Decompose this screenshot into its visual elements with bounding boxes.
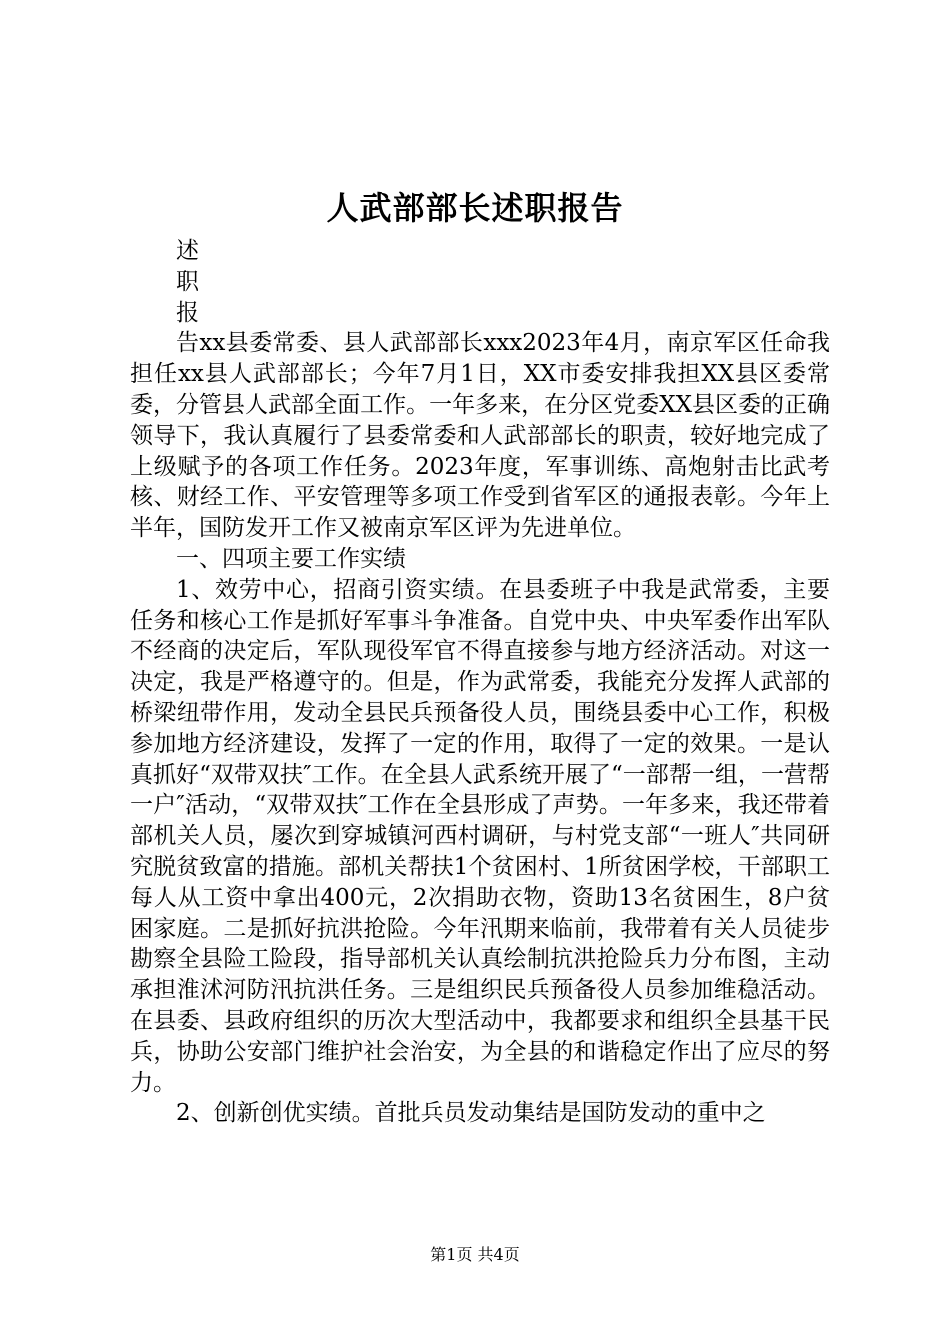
paragraph-item-1: 1、效劳中心，招商引资实绩。在县委班子中我是武常委，主要任务和核心工作是抓好军事斗争准备。自党中央、中央军委作出军队不经商的决定后，军队现役军官不得直接参与地方经济活动。对这一决定，我是严格遵守的。但是，作为武常委，我能充分发挥人武部的桥梁纽带作用，发动全县民兵预备役人员，围绕县委中心工作，积极参加地方经济建设，发挥了一定的作用，取得了一定的效果。一是认真抓好“双带双扶″工作。在全县人武系统开展了“一部帮一组，一营帮一户″活动，“双带双扶″工作在全县形成了声势。一年多来，我还带着部机关人员，屡次到穿城镇河西村调研，与村党支部“一班人″共同研究脱贫致富的措施。部机关帮扶1个贫困村、1所贫困学校，干部职工每人从工资中拿出400元，2次捐助衣物，资助13名贫困生，8户贫困家庭。二是抓好抗洪抢险。今年汛期来临前，我带着有关人员徒步勘察全县险工险段，指导部机关认真绘制抗洪抢险兵力分布图，主动承担淮沭河防汛抗洪任务。三是组织民兵预备役人员参加维稳活动。在县委、县政府组织的历次大型活动中，我都要求和组织全县基干民兵，协助公安部门维护社会治安，为全县的和谐稳定作出了应尽的努力。 [130, 576, 830, 1096]
page-footer: 第1页 共4页 [430, 1245, 520, 1264]
paragraph-item-2: 2、创新创优实绩。首批兵员发动集结是国防发动的重中之 [176, 1100, 766, 1127]
vertical-char: 述 [176, 238, 199, 264]
document-title: 人武部部长述职报告 [326, 189, 624, 227]
vertical-char: 报 [176, 299, 199, 326]
document-body [130, 236, 830, 1129]
vertical-char: 职 [176, 268, 199, 295]
paragraph-intro: 告xx县委常委、县人武部部长xxx2023年4月，南京军区任命我担任xx县人武部部长；今年7月1日，XX市委安排我担XX县区委常委，分管县人武部全面工作。一年多来，在分区党委XX县区委的正确领导下，我认真履行了县委常委和人武部部长的职责，较好地完成了上级赋予的各项工作任务。2023年度，军事训练、高炮射击比武考核、财经工作、平安管理等多项工作受到省军区的通报表彰。今年上半年，国防发开工作又被南京军区评为先进单位。 [130, 330, 830, 542]
section-heading: 一、四项主要工作实绩 [176, 545, 406, 572]
